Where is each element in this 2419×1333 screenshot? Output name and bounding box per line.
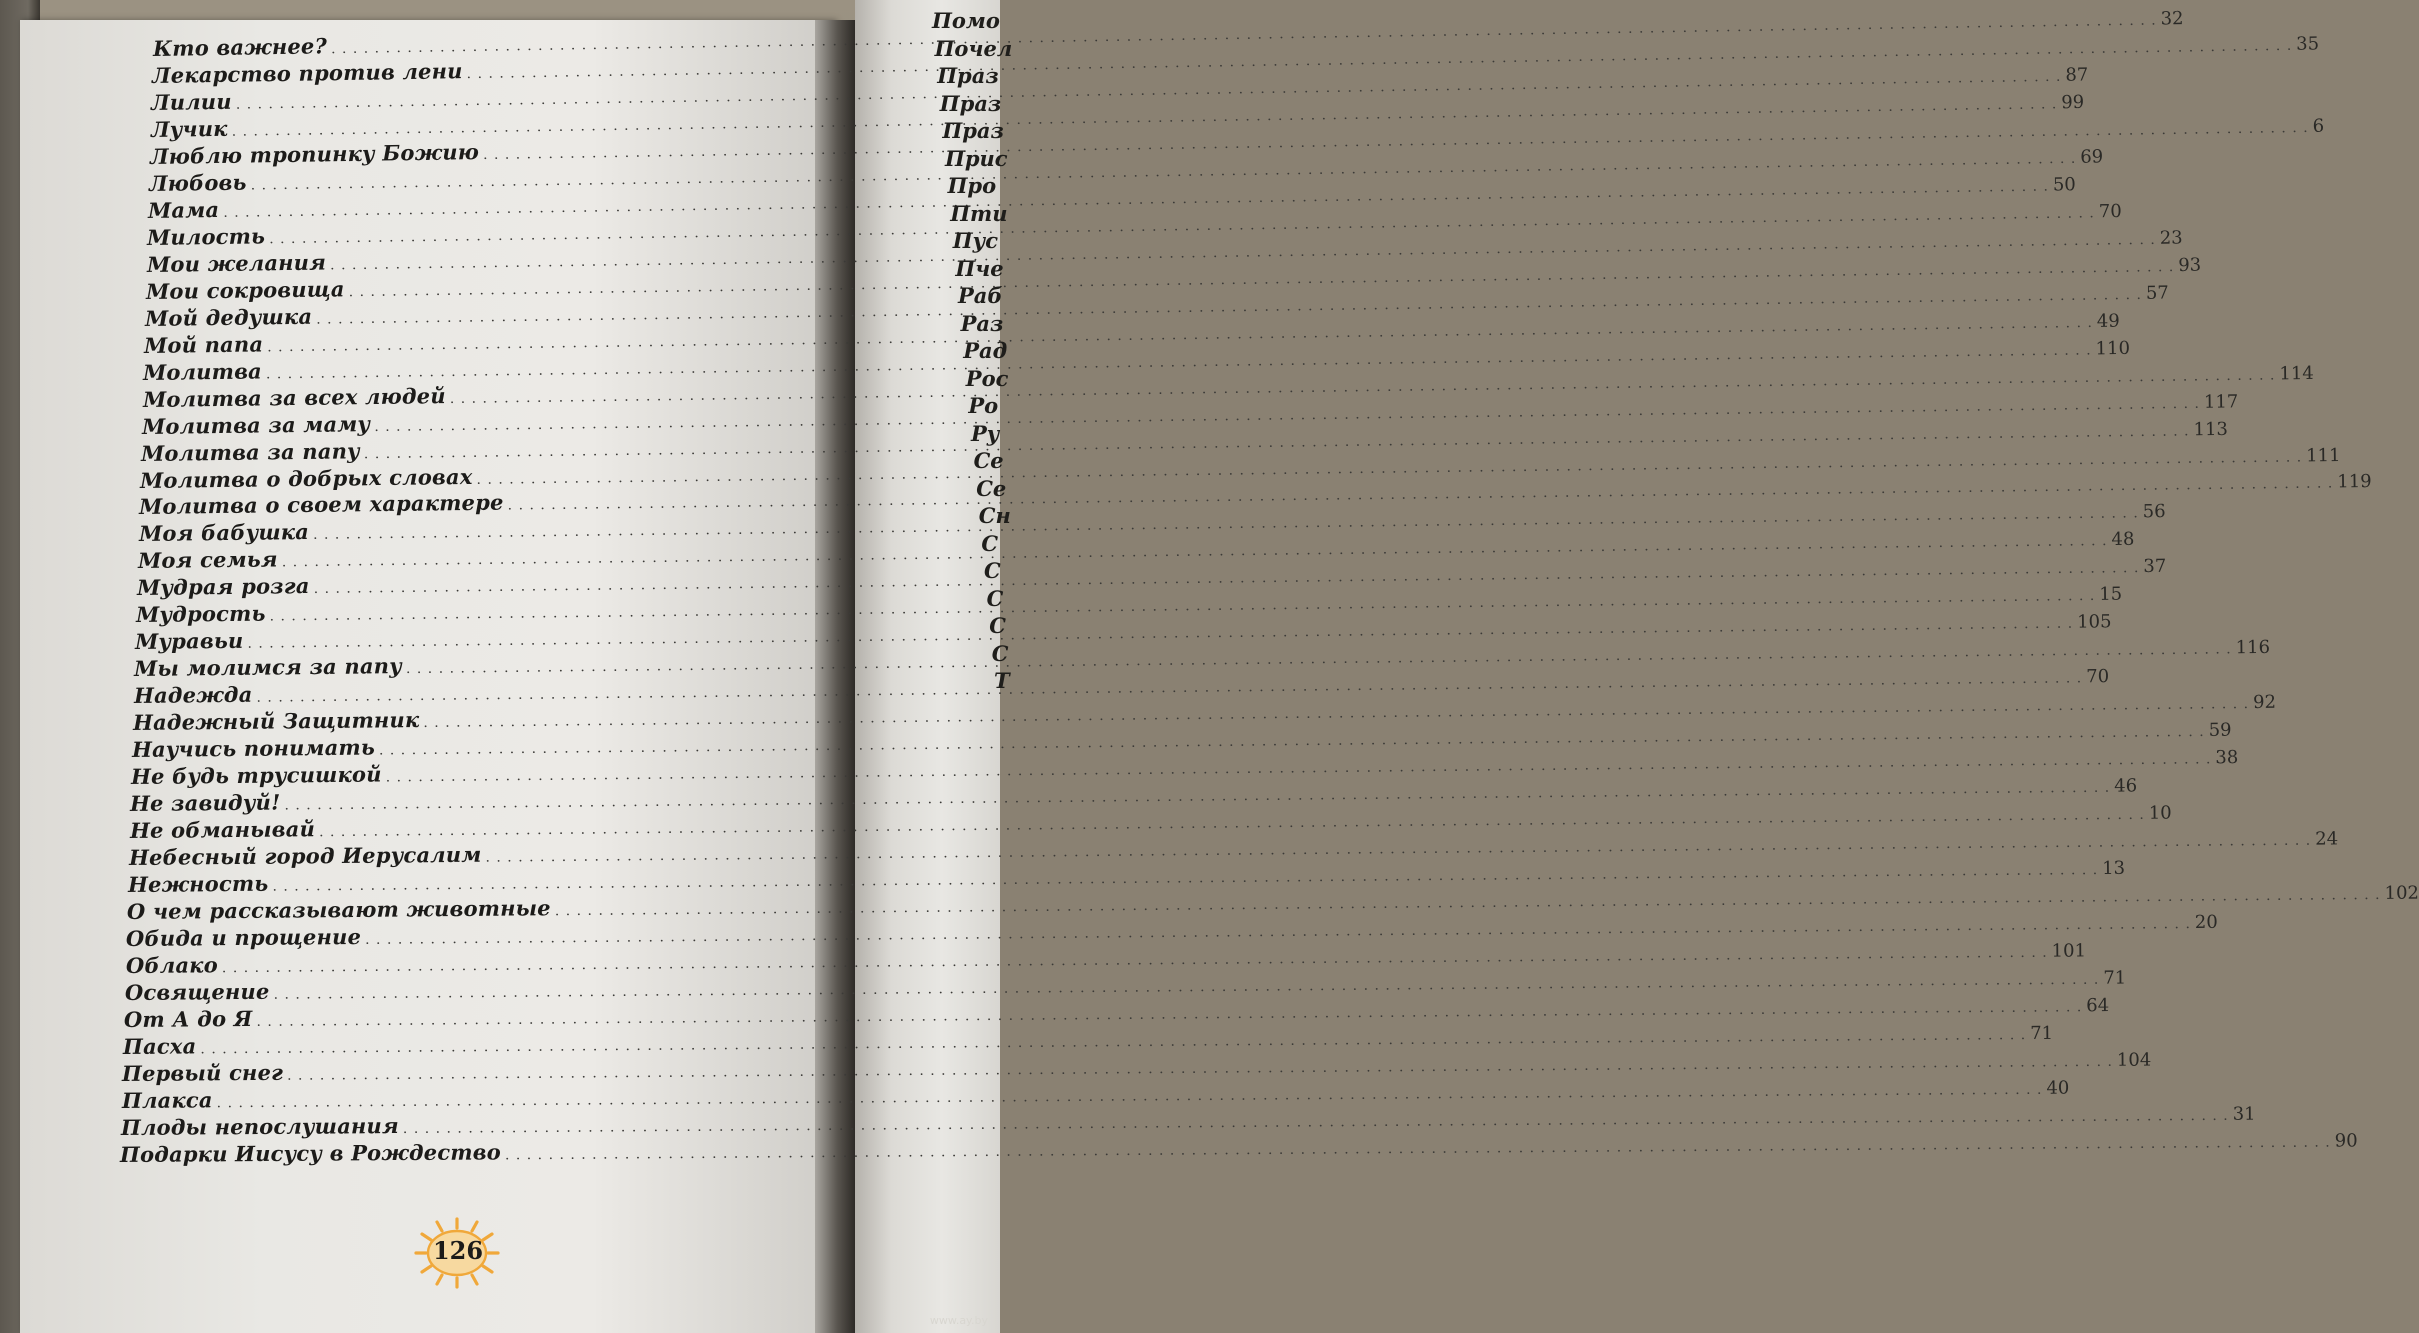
toc-entry-title: Муравьи: [135, 628, 244, 655]
toc-entry-title: Мудрость: [135, 600, 266, 628]
right-page-fragment: Т: [994, 668, 1010, 693]
toc-entry-page: 119: [2337, 471, 2373, 493]
right-page-fragment: Се: [973, 448, 1004, 473]
toc-entry-title: Нежность: [127, 870, 269, 898]
toc-entry-title: Любовь: [148, 169, 247, 196]
right-page-fragment: Раз: [960, 310, 1004, 336]
right-page-fragment: Сн: [978, 503, 1011, 528]
toc-entry-page: 114: [2278, 362, 2314, 384]
right-page-fragment: Прис: [945, 145, 1008, 171]
toc-entry-title: Не будь трусишкой: [131, 761, 383, 790]
toc-entry-title: От А до Я: [123, 1005, 253, 1032]
right-page-fragment: С: [984, 558, 1001, 583]
toc-entry-title: Обида и прощение: [126, 923, 362, 951]
toc-entry-title: Молитва за маму: [141, 410, 371, 439]
right-page-fragment: Ру: [971, 420, 1000, 446]
toc-entry-title: Люблю тропинку Божию: [149, 138, 479, 169]
right-page-fragment: С: [989, 613, 1006, 638]
toc-entry-title: Лилии: [151, 88, 233, 115]
toc-entry-title: Плакса: [121, 1087, 213, 1113]
toc-entry-page: 57: [2145, 282, 2169, 304]
toc-entry: [121, 1077, 2070, 1113]
toc-entry-title: Молитва о своем характере: [139, 490, 505, 520]
right-page-fragment: Праз: [937, 63, 999, 88]
toc-entry-page: 69: [2080, 146, 2104, 168]
toc-entry-page: 37: [2143, 556, 2167, 578]
right-page-fragment: Праз: [939, 90, 1002, 116]
toc-entry-page: 64: [2086, 994, 2110, 1017]
toc-entry-title: Моя семья: [137, 546, 278, 574]
toc-entry-page: 104: [2117, 1049, 2152, 1071]
toc-leader-dots: [201, 1027, 2027, 1057]
toc-entry-page: 90: [2334, 1130, 2358, 1152]
toc-entry-page: 92: [2252, 691, 2276, 714]
toc-leader-dots: [505, 1134, 2331, 1163]
toc-entry-title: Облако: [125, 952, 218, 978]
toc-entry-page: 10: [2148, 802, 2172, 824]
right-page-fragment: С: [981, 530, 999, 556]
toc-leader-dots: [221, 945, 2047, 976]
toc-entry-page: 113: [2193, 418, 2228, 440]
right-page-fragment: Ро: [968, 393, 999, 418]
toc-entry: [123, 1022, 2054, 1060]
right-page-fragment: Пче: [955, 255, 1004, 281]
toc-entry-page: 38: [2215, 747, 2239, 769]
toc-entry-page: 31: [2232, 1103, 2256, 1125]
toc-entry: [119, 1130, 2358, 1168]
toc-entry-title: Первый снег: [122, 1059, 284, 1086]
toc-entry-title: Мой папа: [143, 331, 264, 358]
toc-entry-page: 24: [2314, 828, 2339, 850]
toc-entry-title: Пасха: [123, 1033, 197, 1059]
page-number: 126: [432, 1236, 484, 1265]
toc-leader-dots: [287, 1054, 2113, 1084]
right-page-fragment: Пти: [950, 200, 1008, 226]
toc-entry-page: 110: [2095, 337, 2131, 359]
toc-entry-page: 23: [2159, 227, 2183, 249]
toc-entry-page: 56: [2142, 501, 2166, 523]
toc-entry-title: Моя бабушка: [138, 519, 309, 547]
right-page-fragment: Про: [947, 173, 997, 198]
toc-entry-title: Не обманывай: [129, 816, 315, 844]
toc-entry-title: Молитва: [143, 358, 263, 385]
toc-entry-page: 105: [2077, 611, 2112, 633]
toc-entry-page: 71: [2103, 967, 2127, 989]
toc-entry-title: Небесный город Иерусалим: [128, 841, 482, 871]
toc-entry-page: 40: [2045, 1077, 2070, 1099]
toc-entry-page: 50: [2052, 173, 2077, 196]
toc-leader-dots: [216, 1082, 2042, 1112]
toc-entry-title: О чем рассказывают животные: [127, 895, 552, 925]
toc-entry-title: Молитва за всех людей: [142, 382, 446, 412]
right-page-fragment: Почел: [934, 35, 1013, 61]
right-page-fragment: Се: [976, 475, 1007, 501]
right-page-fragment: Пус: [952, 228, 998, 253]
toc-entry-title: Мы молимся за папу: [134, 653, 403, 682]
toc-leader-dots: [403, 1108, 2229, 1137]
toc-entry-page: 111: [2306, 444, 2341, 466]
right-page-fragment: С: [991, 640, 1009, 666]
toc-leader-dots: [365, 916, 2191, 948]
toc-entry-page: 20: [2195, 911, 2219, 934]
toc-entry-title: Надежный Защитник: [132, 707, 420, 736]
toc-entry-title: Научись понимать: [131, 734, 376, 763]
toc-entry-page: 32: [2160, 8, 2184, 30]
toc-entry: [120, 1103, 2256, 1141]
toc-entry-page: 70: [2099, 200, 2123, 223]
right-page-fragment: Раб: [958, 283, 1003, 308]
toc-entry: [122, 1049, 2152, 1087]
toc-leader-dots: [555, 887, 2381, 919]
toc-entry-page: 46: [2114, 775, 2138, 797]
toc-entry-title: Кто важнее?: [152, 33, 328, 61]
toc-entry-title: Надежда: [133, 682, 253, 709]
toc-entry-page: 87: [2065, 64, 2089, 86]
toc-entry-page: 93: [2177, 254, 2202, 276]
toc-entry-page: 102: [2384, 882, 2419, 904]
toc-entry-title: Мой дедушка: [144, 303, 313, 331]
watermark: www.ay.by: [929, 1314, 988, 1327]
right-page-fragment: Рос: [965, 365, 1009, 391]
toc-entry-title: Освящение: [124, 978, 270, 1005]
toc-entry-title: Мудрая розга: [136, 573, 310, 601]
toc-entry-page: 71: [2030, 1022, 2054, 1044]
toc-entry-title: Подарки Иисусу в Рождество: [119, 1139, 502, 1167]
right-page-fragment: Рад: [963, 338, 1008, 363]
toc-entry-title: Мои желания: [146, 249, 326, 277]
toc-leader-dots: [273, 972, 2099, 1003]
toc-entry-page: 6: [2312, 115, 2324, 137]
toc-entry-page: 116: [2236, 637, 2271, 659]
toc-entry-page: 99: [2060, 91, 2084, 114]
toc-entry-page: 49: [2096, 310, 2121, 332]
toc-entry-page: 15: [2099, 584, 2123, 606]
toc-entry-title: Мама: [147, 196, 220, 223]
right-page-fragment: Праз: [942, 118, 1004, 143]
toc-entry-page: 13: [2102, 857, 2126, 880]
toc-entry-page: 101: [2051, 940, 2086, 962]
toc-entry-title: Молитва о добрых словах: [139, 463, 473, 493]
toc-entry-title: Мои сокровища: [145, 275, 345, 304]
toc-entry-page: 35: [2296, 33, 2320, 55]
toc-entry-page: 117: [2203, 390, 2239, 413]
toc-entry-page: 59: [2208, 719, 2232, 742]
toc-leader-dots: [256, 999, 2082, 1030]
toc-entry-title: Лекарство против лени: [151, 58, 463, 88]
toc-entry-title: Плоды непослушания: [120, 1112, 399, 1140]
toc-entry-page: 70: [2085, 666, 2109, 688]
toc-entry-page: 48: [2111, 529, 2135, 551]
toc-entry-title: Милость: [147, 223, 266, 250]
right-page-fragment: С: [986, 585, 1004, 611]
toc-entry-title: Молитва за папу: [140, 437, 360, 466]
toc-entry-title: Не завидуй!: [130, 789, 282, 817]
toc-entry-title: Лучик: [150, 115, 228, 142]
right-page-fragment: Помо: [932, 8, 1000, 33]
